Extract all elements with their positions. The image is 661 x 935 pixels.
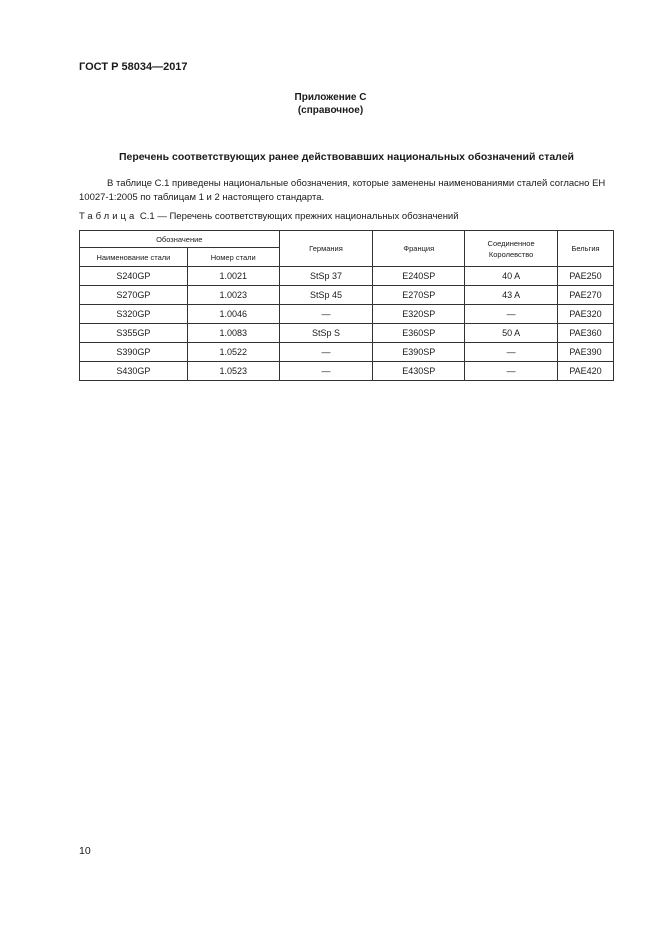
appendix-title: Приложение С <box>294 92 367 103</box>
cell-france: E430SP <box>373 362 465 381</box>
cell-belgium: PAE390 <box>558 343 614 362</box>
header-france: Франция <box>373 231 465 267</box>
cell-france: E270SP <box>373 286 465 305</box>
cell-uk: — <box>465 343 558 362</box>
cell-uk: 43 A <box>465 286 558 305</box>
header-uk-line1: Соединенное <box>487 238 535 248</box>
header-steel-name: Наименование стали <box>80 248 188 267</box>
cell-belgium: PAE420 <box>558 362 614 381</box>
cell-belgium: PAE270 <box>558 286 614 305</box>
cell-steel-number: 1.0523 <box>187 362 279 381</box>
cell-steel-name: S320GP <box>80 305 188 324</box>
table-row <box>80 343 614 362</box>
header-steel-number: Номер стали <box>187 248 279 267</box>
cell-france: E360SP <box>373 324 465 343</box>
appendix-subtitle: (справочное) <box>297 105 364 116</box>
header-belgium: Бельгия <box>558 231 614 267</box>
intro-paragraph: В таблице С.1 приведены национальные обозначения, которые заменены наименованиями сталей согласно ЕН 10027-1:2005 по таблицам 1 и 2 настоящего стандарта. <box>79 178 606 203</box>
cell-steel-name: S270GP <box>80 286 188 305</box>
cell-germany: — <box>279 362 373 381</box>
cell-belgium: PAE320 <box>558 305 614 324</box>
cell-steel-name: S430GP <box>80 362 188 381</box>
cell-germany: — <box>279 305 373 324</box>
cell-france: E320SP <box>373 305 465 324</box>
document-number: ГОСТ Р 58034—2017 <box>79 61 188 73</box>
table-caption <box>79 211 459 222</box>
appendix-heading <box>0 91 661 117</box>
cell-steel-number: 1.0083 <box>187 324 279 343</box>
cell-uk: — <box>465 362 558 381</box>
designations-table <box>79 230 614 381</box>
cell-france: E390SP <box>373 343 465 362</box>
table-row <box>80 362 614 381</box>
table-row <box>80 267 614 286</box>
table-row <box>80 305 614 324</box>
cell-steel-name: S355GP <box>80 324 188 343</box>
cell-germany: StSp 45 <box>279 286 373 305</box>
header-germany: Германия <box>279 231 373 267</box>
table-row <box>80 286 614 305</box>
cell-steel-name: S390GP <box>80 343 188 362</box>
cell-uk: 50 A <box>465 324 558 343</box>
cell-steel-number: 1.0046 <box>187 305 279 324</box>
cell-germany: — <box>279 343 373 362</box>
cell-germany: StSp 37 <box>279 267 373 286</box>
cell-steel-name: S240GP <box>80 267 188 286</box>
header-uk-line2: Королевство <box>488 249 534 259</box>
cell-uk: 40 A <box>465 267 558 286</box>
header-designation: Обозначение <box>80 231 280 248</box>
table-caption-prefix: Таблица <box>79 211 138 222</box>
cell-france: E240SP <box>373 267 465 286</box>
table-caption-text: С.1 — Перечень соответствующих прежних национальных обозначений <box>139 211 459 222</box>
cell-steel-number: 1.0522 <box>187 343 279 362</box>
cell-belgium: PAE250 <box>558 267 614 286</box>
section-title: Перечень соответствующих ранее действовавших национальных обозначений сталей <box>118 151 575 163</box>
cell-belgium: PAE360 <box>558 324 614 343</box>
cell-uk: — <box>465 305 558 324</box>
cell-steel-number: 1.0023 <box>187 286 279 305</box>
table-row <box>80 324 614 343</box>
page-number: 10 <box>79 845 91 857</box>
cell-steel-number: 1.0021 <box>187 267 279 286</box>
header-uk <box>465 231 558 267</box>
cell-germany: StSp S <box>279 324 373 343</box>
